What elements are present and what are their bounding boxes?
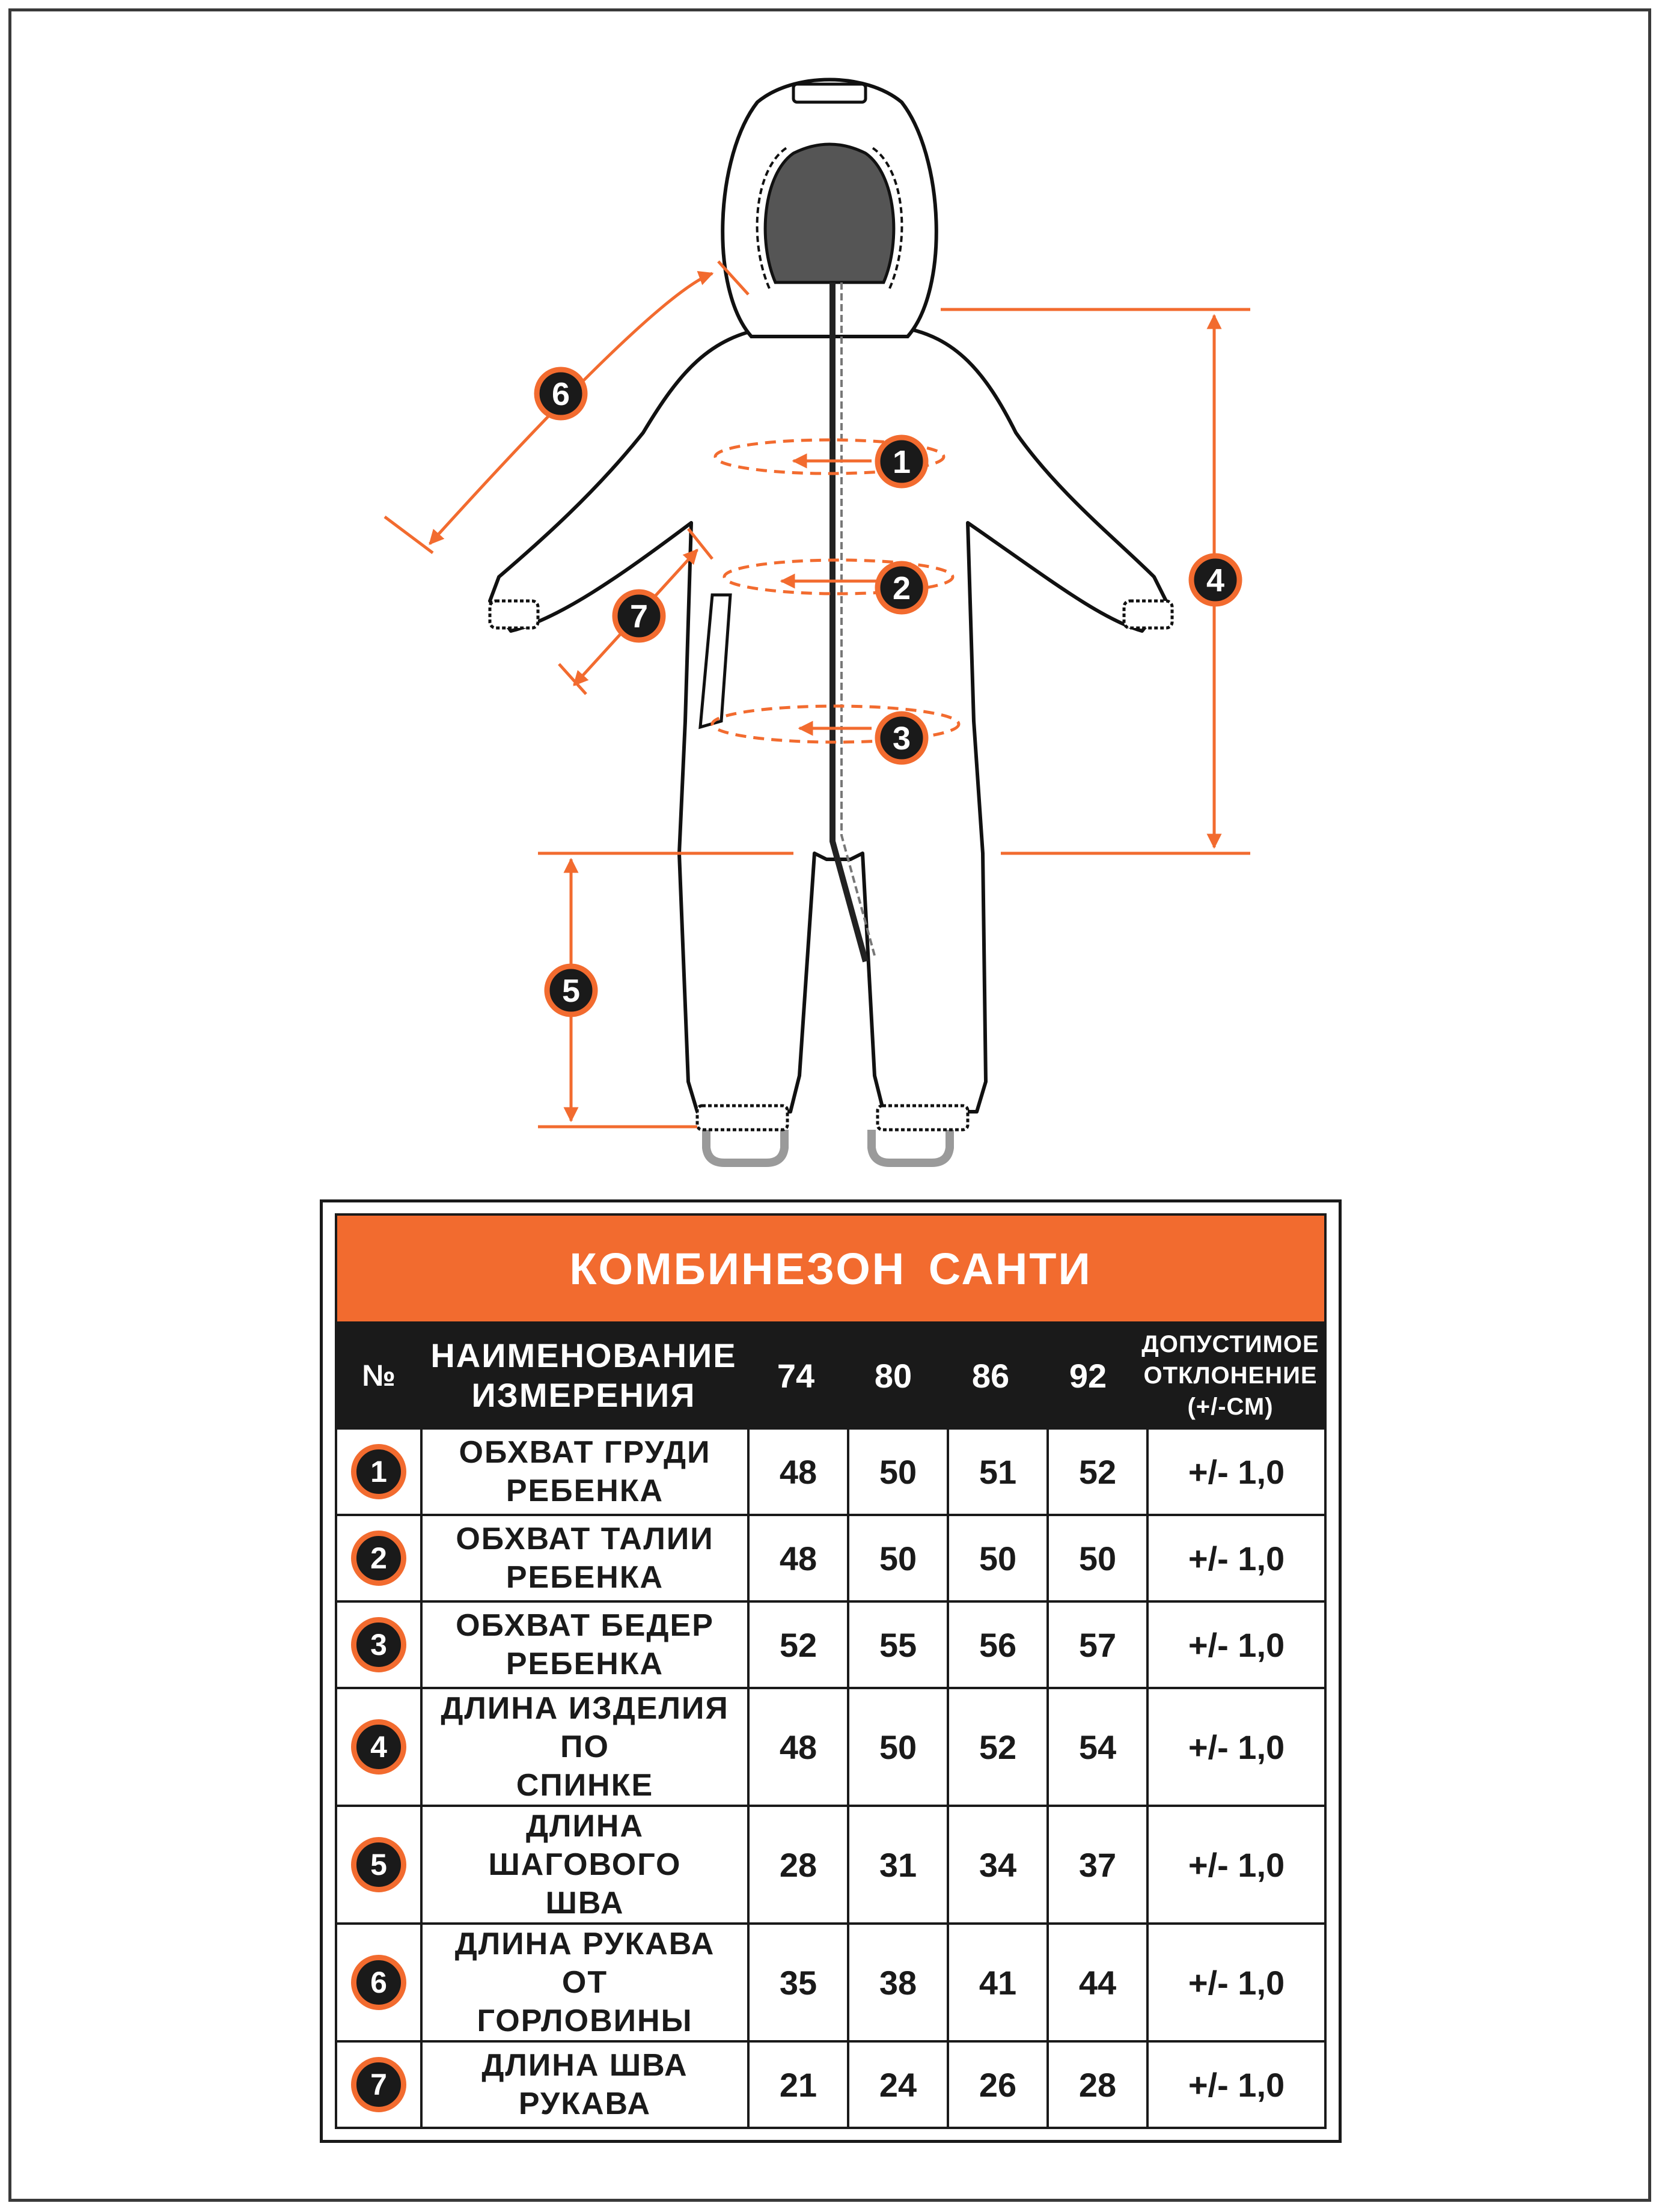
table-body	[337, 1430, 1324, 2127]
row-value: 52	[747, 1603, 847, 1687]
row-value: 48	[747, 1430, 847, 1514]
row-value: 38	[847, 1925, 947, 2040]
marker-6	[537, 370, 585, 418]
row-tolerance: +/- 1,0	[1146, 1689, 1324, 1805]
row-number-badge: 2	[351, 1531, 406, 1586]
header-name	[420, 1321, 747, 1430]
header-tol-line3: (+/-СМ)	[1187, 1394, 1274, 1420]
row-value: 44	[1046, 1925, 1146, 2040]
svg-text:7: 7	[629, 599, 649, 635]
header-tol-line2: ОТКЛОНЕНИЕ	[1143, 1362, 1318, 1389]
table-row	[337, 1514, 1324, 1600]
leg-cuff-left	[697, 1106, 787, 1130]
header-name-line2: ИЗМЕРЕНИЯ	[471, 1376, 696, 1414]
row-tolerance: +/- 1,0	[1146, 1516, 1324, 1600]
marker-1	[878, 437, 926, 486]
svg-text:5: 5	[561, 973, 581, 1009]
svg-text:2: 2	[892, 570, 911, 606]
row-value: 50	[1046, 1516, 1146, 1600]
svg-text:6: 6	[551, 376, 570, 412]
row-number-badge: 5	[351, 1837, 406, 1892]
header-no: №	[362, 1359, 396, 1392]
row-number-badge: 1	[351, 1444, 406, 1499]
svg-text:3: 3	[892, 721, 911, 757]
marker-3	[878, 714, 926, 762]
row-value: 50	[947, 1516, 1046, 1600]
row-tolerance: +/- 1,0	[1146, 1430, 1324, 1514]
row-value: 24	[847, 2043, 947, 2127]
header-tol-line1: ДОПУСТИМОЕ	[1141, 1331, 1319, 1357]
row-value: 57	[1046, 1603, 1146, 1687]
row-value: 54	[1046, 1689, 1146, 1805]
row-name: ОБХВАТ ГРУДИ РЕБЕНКА	[420, 1430, 747, 1514]
row-value: 28	[1046, 2043, 1146, 2127]
table-row	[337, 2040, 1324, 2127]
cuff-left	[490, 601, 538, 628]
row-tolerance: +/- 1,0	[1146, 1603, 1324, 1687]
header-size-74: 74	[777, 1356, 815, 1395]
marker-4	[1191, 556, 1239, 604]
row-value: 34	[947, 1807, 1046, 1922]
row-tolerance: +/- 1,0	[1146, 1807, 1324, 1922]
marker-5	[547, 966, 595, 1014]
table-row	[337, 1600, 1324, 1687]
boot-left	[706, 1130, 784, 1163]
row-value: 48	[747, 1516, 847, 1600]
row-value: 55	[847, 1603, 947, 1687]
row-name: ОБХВАТ ТАЛИИ РЕБЕНКА	[420, 1516, 747, 1600]
boot-right	[872, 1130, 950, 1163]
size-table-inner	[335, 1213, 1327, 2129]
header-size-86: 86	[971, 1356, 1010, 1395]
row-value: 50	[847, 1689, 947, 1805]
hood-strap	[793, 84, 866, 102]
header-size-92: 92	[1069, 1356, 1107, 1395]
cuff-right	[1124, 601, 1172, 628]
row-value: 26	[947, 2043, 1046, 2127]
row-name: ДЛИНА ИЗДЕЛИЯ ПО СПИНКЕ	[420, 1689, 747, 1805]
marker-7	[615, 592, 663, 640]
row-value: 48	[747, 1689, 847, 1805]
row-name: ОБХВАТ БЕДЕР РЕБЕНКА	[420, 1603, 747, 1687]
row-value: 52	[1046, 1430, 1146, 1514]
table-row	[337, 1922, 1324, 2040]
table-title: КОМБИНЕЗОН САНТИ	[337, 1216, 1324, 1321]
row-value: 41	[947, 1925, 1046, 2040]
row-value: 50	[847, 1516, 947, 1600]
header-name-line1: НАИМЕНОВАНИЕ	[430, 1336, 737, 1374]
table-row	[337, 1430, 1324, 1514]
marker-2	[878, 564, 926, 612]
svg-text:1: 1	[892, 444, 911, 480]
row-value: 50	[847, 1430, 947, 1514]
table-header-row	[337, 1321, 1324, 1430]
svg-text:4: 4	[1206, 562, 1225, 599]
row-number-badge: 4	[351, 1719, 406, 1775]
hood-inner	[765, 144, 894, 282]
row-tolerance: +/- 1,0	[1146, 2043, 1324, 2127]
header-tolerance	[1137, 1321, 1324, 1430]
size-table	[320, 1199, 1342, 2143]
row-number-badge: 6	[351, 1955, 406, 2010]
table-row	[337, 1687, 1324, 1805]
row-value: 28	[747, 1807, 847, 1922]
row-value: 56	[947, 1603, 1046, 1687]
header-size-80: 80	[874, 1356, 912, 1395]
row-name: ДЛИНА РУКАВА ОТ ГОРЛОВИНЫ	[420, 1925, 747, 2040]
row-name: ДЛИНА ШВА РУКАВА	[420, 2043, 747, 2127]
row-tolerance: +/- 1,0	[1146, 1925, 1324, 2040]
row-number-badge: 7	[351, 2057, 406, 2112]
row-value: 21	[747, 2043, 847, 2127]
row-value: 37	[1046, 1807, 1146, 1922]
row-name: ДЛИНА ШАГОВОГО ШВА	[420, 1807, 747, 1922]
row-number-badge: 3	[351, 1617, 406, 1672]
row-value: 52	[947, 1689, 1046, 1805]
row-value: 35	[747, 1925, 847, 2040]
row-value: 31	[847, 1807, 947, 1922]
row-value: 51	[947, 1430, 1046, 1514]
table-row	[337, 1805, 1324, 1922]
leg-cuff-right	[878, 1106, 968, 1130]
